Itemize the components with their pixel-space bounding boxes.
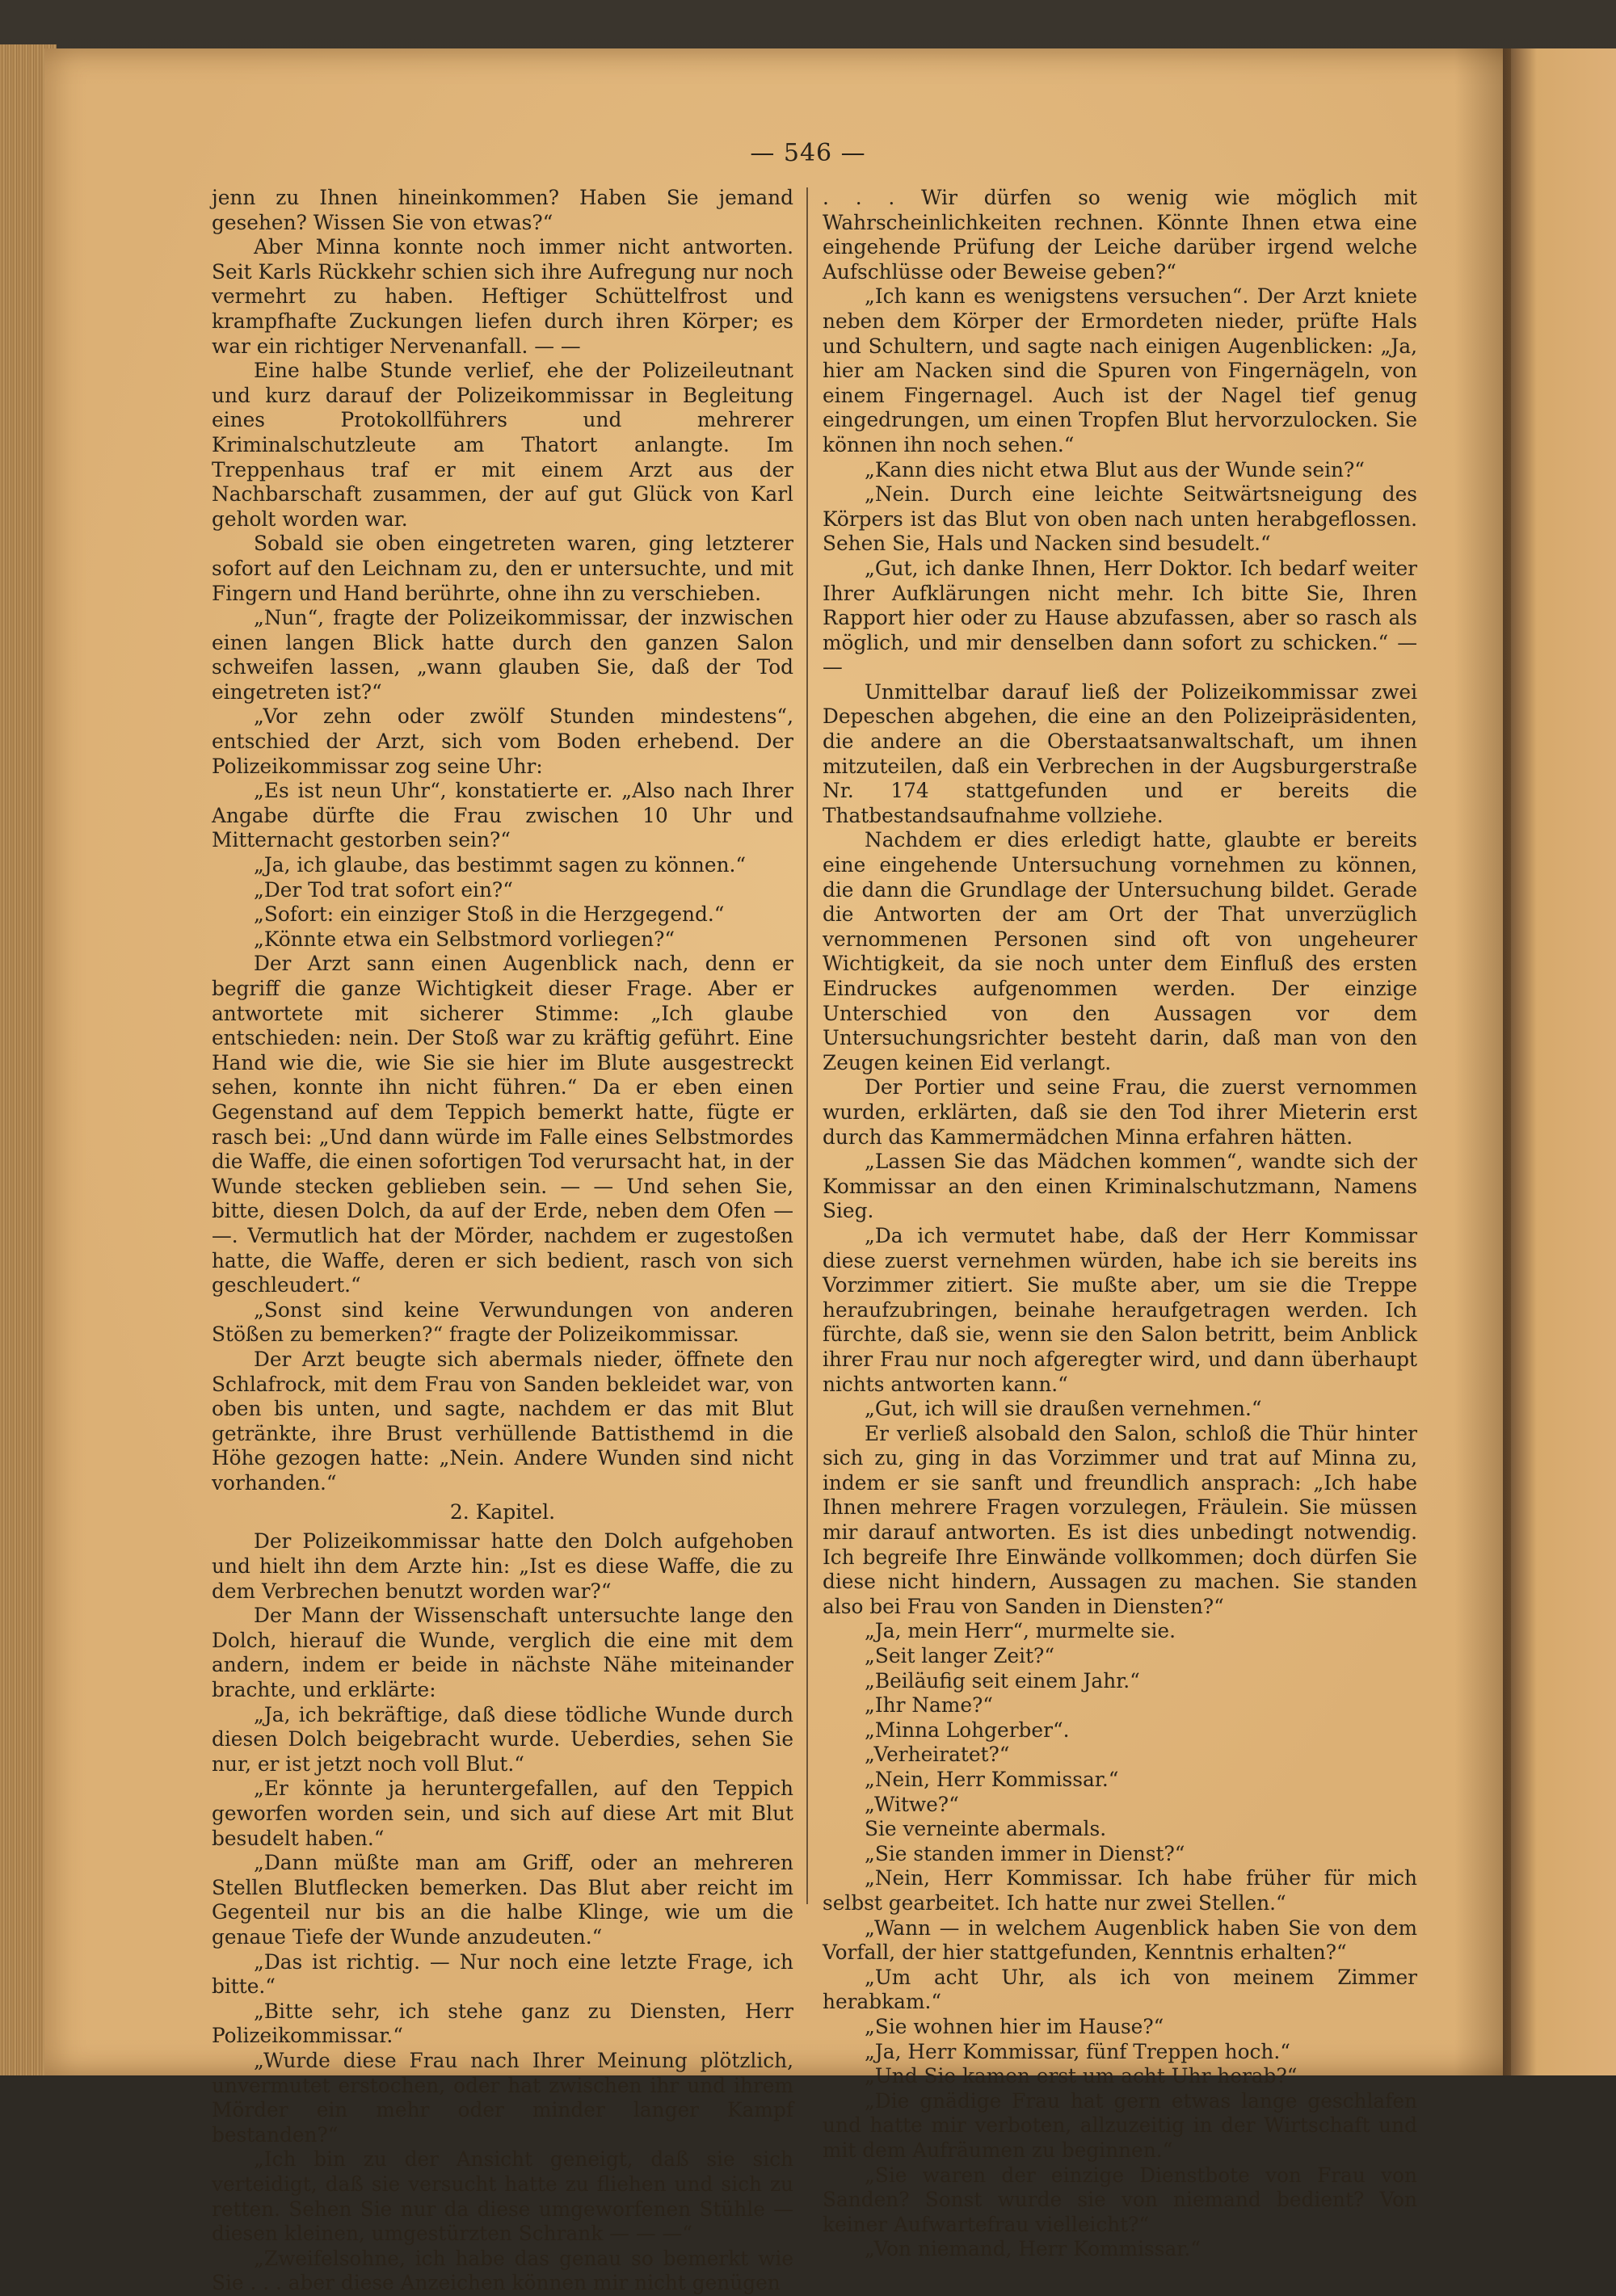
paragraph: Sie verneinte abermals. (865, 1817, 1107, 1841)
paragraph: Der Mann der Wissenschaft untersuchte lange den Dolch, hierauf die Wunde, verglich die eine mit dem andern, indem er beide in nächste Nähe miteinander brachte, und erklärte: (212, 1604, 793, 1702)
chapter-heading: 2. Kapitel. (449, 1500, 556, 1524)
paragraph: „Sie standen immer in Dienst?“ (865, 1841, 1185, 1865)
paragraph: „Witwe?“ (865, 1792, 959, 1816)
paragraph: . . . Wir dürfen so wenig wie möglich mit Wahrscheinlichkeiten rechnen. Könnte Ihnen etwa eine eingehende Prüfung der Leiche darüber irgend welche Aufschlüsse oder Beweise geben?“ (823, 186, 1417, 284)
paragraph: „Es ist neun Uhr“, konstatierte er. „Also nach Ihrer Angabe dürfte die Frau zwischen 10 Uhr und Mitternacht gestorben sein?“ (212, 779, 793, 852)
paragraph: „Und Sie kamen erst um acht Uhr herab?“ (865, 2064, 1298, 2088)
paragraph: „Ja, ich bekräftige, daß diese tödliche Wunde durch diesen Dolch beigebracht wurde. Ueberdies, sehen Sie nur, er ist jetzt noch voll Blut.“ (212, 1702, 793, 1776)
paragraph: „Ja, mein Herr“, murmelte sie. (865, 1619, 1176, 1643)
paragraph: „Könnte etwa ein Selbstmord vorliegen?“ (254, 927, 675, 951)
paragraph: „Der Tod trat sofort ein?“ (254, 877, 513, 902)
paragraph: jenn zu Ihnen hineinkommen? Haben Sie jemand gesehen? Wissen Sie von etwas?“ (212, 186, 793, 234)
page-gutter-shadow (1454, 48, 1511, 2075)
paragraph: „Wurde diese Frau nach Ihrer Meinung plötzlich, unvermutet erstochen, oder hat zwischen ihr und ihrem Mörder ein mehr oder minder langer Kampf bestanden?“ (212, 2048, 793, 2147)
paragraph: Nachdem er dies erledigt hatte, glaubte er bereits eine eingehende Untersuchung vornehmen zu können, die dann die Grundlage der Untersuchung bildet. Gerade die Antworten der am Ort der That unverzüglich vernommenen Personen sind oft von ungeheurer Wichtigkeit, da sie noch unter dem Einfluß des ersten Eindruckes aufgenommen werden. Der einzige Unterschied von den Aussagen vor dem Untersuchungsrichter besteht darin, daß man von den Zeugen keinen Eid verlangt. (823, 828, 1417, 1074)
paragraph: „Zweifelsohne, ich habe das genau so bemerkt wie Sie . . . aber diese Anzeichen können mir nicht genügen (212, 2246, 793, 2295)
paragraph: „Da ich vermutet habe, daß der Herr Kommissar diese zuerst vernehmen würden, habe ich sie bereits ins Vorzimmer zitiert. Sie mußte aber, um sie die Treppe heraufzubringen, beinahe heraufgetragen werden. Ich fürchte, daß sie, wenn sie den Salon betritt, beim Anblick ihrer Frau nur noch afgeregter wird, und dann überhaupt nichts antworten kann.“ (823, 1223, 1417, 1396)
paragraph: „Kann dies nicht etwa Blut aus der Wunde sein?“ (865, 457, 1365, 481)
paragraph: „Er könnte ja heruntergefallen, auf den Teppich geworfen worden sein, und sich auf diese Art mit Blut besudelt haben.“ (212, 1777, 793, 1850)
paragraph: „Ich bin zu der Ansicht geneigt, daß sie sich verteidigt, daß sie versucht hatte zu fliehen und sich zu retten. Sehen Sie nur da diese umgeworfenen Stühle — diesen kleinen, umgestürzten Schrank — — —“ (212, 2147, 793, 2246)
paragraph: „Ja, ich glaube, das bestimmt sagen zu können.“ (254, 853, 747, 877)
paragraph: „Vor zehn oder zwölf Stunden mindestens“, entschied der Arzt, sich vom Boden erhebend. Der Polizeikommissar zog seine Uhr: (212, 704, 793, 778)
paragraph: Der Arzt sann einen Augenblick nach, denn er begriff die ganze Wichtigkeit dieser Frage. Aber er antwortete mit sicherer Stimme: „Ich glaube entschieden: nein. Der Stoß war zu kräftig geführt. Eine Hand wie die, wie Sie sie hier im Blute ausgestreckt sehen, konnte ihn nicht führen.“ Da er eben einen Gegenstand auf dem Teppich bemerkt hatte, fügte er rasch bei: „Und dann würde im Falle eines Selbstmordes die Waffe, die einen sofortigen Tod verursacht hat, in der Wunde stecken geblieben sein. — — Und sehen Sie, bitte, diesen Dolch, da auf der Erde, neben dem Ofen — —. Vermutlich hat der Mörder, nachdem er zugestoßen hatte, die Waffe, deren er sich bedient, rasch von sich geschleudert.“ (212, 952, 793, 1297)
column-divider (806, 187, 808, 1904)
paragraph: „Gut, ich danke Ihnen, Herr Doktor. Ich bedarf weiter Ihrer Aufklärungen nicht mehr. Ich bitte Sie, Ihren Rapport hier oder zu Hause abzufassen, aber so rasch als möglich, und mir denselben dann sofort zu schicken.“ — — (823, 556, 1417, 679)
paragraph: Der Portier und seine Frau, die zuerst vernommen wurden, erklärten, daß sie den Tod ihrer Mieterin erst durch das Kammermädchen Minna erfahren hätten. (823, 1075, 1417, 1149)
paragraph: „Nun“, fragte der Polizeikommissar, der inzwischen einen langen Blick hatte durch den ganzen Salon schweifen lassen, „wann glauben Sie, daß der Tod eingetreten ist?“ (212, 606, 793, 704)
paragraph: „Seit langer Zeit?“ (865, 1644, 1055, 1668)
paragraph: Unmittelbar darauf ließ der Polizeikommissar zwei Depeschen abgehen, die eine an den Polizeipräsidenten, die andere an die Oberstaatsanwaltschaft, um ihnen mitzuteilen, daß ein Verbrechen in der Augsburgerstraße Nr. 174 stattgefunden und er bereits die Thatbestandsaufnahme vollziehe. (823, 679, 1417, 827)
paragraph: Er verließ alsobald den Salon, schloß die Thür hinter sich zu, ging in das Vorzimmer und trat auf Minna zu, indem er sie sanft und freundlich ansprach: „Ich habe Ihnen mehrere Fragen vorzulegen, Fräulein. Sie müssen mir darauf antworten. Es ist dies unbedingt notwendig. Ich begreife Ihre Einwände vollkommen; doch dürfen Sie diese nicht hindern, Aussagen zu machen. Sie standen also bei Frau von Sanden in Diensten?“ (823, 1421, 1417, 1618)
paragraph: „Um acht Uhr, als ich von meinem Zimmer herabkam.“ (823, 1965, 1417, 2014)
paragraph: „Beiläufig seit einem Jahr.“ (865, 1668, 1140, 1693)
paragraph: „Nein, Herr Kommissar.“ (865, 1768, 1119, 1791)
paragraph: „Ja, Herr Kommissar, fünf Treppen hoch.“ (865, 2039, 1290, 2063)
paragraph: „Sie wohnen hier im Hause?“ (865, 2014, 1164, 2038)
paragraph: „Gut, ich will sie draußen vernehmen.“ (865, 1397, 1262, 1421)
paragraph: Der Arzt beugte sich abermals nieder, öffnete den Schlafrock, mit dem Frau von Sanden bekleidet war, von oben bis unten, und sagte, nachdem er das mit Blut getränkte, ihre Brust verhüllende Battisthemd in die Höhe gezogen hatte: „Nein. Andere Wunden sind nicht vorhanden.“ (212, 1347, 793, 1495)
paragraph: „Sofort: ein einziger Stoß in die Herzgegend.“ (254, 902, 725, 927)
paragraph: „Sonst sind keine Verwundungen von anderen Stößen zu bemerken?“ fragte der Polizeikommissar. (212, 1297, 793, 1347)
paragraph: Der Polizeikommissar hatte den Dolch aufgehoben und hielt ihn dem Arzte hin: „Ist es diese Waffe, die zu dem Verbrechen benutzt worden war?“ (212, 1529, 793, 1603)
paragraph: „Nein, Herr Kommissar. Ich habe früher für mich selbst gearbeitet. Ich hatte nur zwei Stellen.“ (823, 1866, 1417, 1915)
paragraph: „Die gnädige Frau hat gern etwas lange geschlafen und hatte mir verboten, allzuzeitig in der Wirtschaft und mit dem Aufräumen zu beginnen.“ (823, 2088, 1417, 2162)
paragraph: Sobald sie oben eingetreten waren, ging letzterer sofort auf den Leichnam zu, den er untersuchte, und mit Fingern und Hand berührte, ohne ihn zu verschieben. (212, 532, 793, 605)
paragraph: „Minna Lohgerber“. (865, 1718, 1070, 1742)
next-page-edge (1503, 48, 1616, 2075)
paragraph: „Ich kann es wenigstens versuchen“. Der Arzt kniete neben dem Körper der Ermordeten nieder, prüfte Hals und Schultern, und sagte nach einigen Augenblicken: „Ja, hier am Nacken sind die Spuren von Fingernägeln, von einem Fingernagel. Auch ist der Nagel tief genug eingedrungen, um einen Tropfen Blut hervorzulocken. Sie können ihn noch sehen.“ (823, 284, 1417, 456)
paragraph: „Wann — in welchem Augenblick haben Sie von dem Vorfall, der hier stattgefunden, Kenntnis erhalten?“ (823, 1915, 1417, 1965)
paragraph: „Nein. Durch eine leichte Seitwärtsneigung des Körpers ist das Blut von oben nach unten herabgeflossen. Sehen Sie, Hals und Nacken sind besudelt.“ (823, 482, 1417, 556)
paragraph: Aber Minna konnte noch immer nicht antworten. Seit Karls Rückkehr schien sich ihre Aufregung nur noch vermehrt zu haben. Heftiger Schüttelfrost und krampfhafte Zuckungen liefen durch ihren Körper; es war ein richtiger Nervenanfall. — — (212, 235, 793, 358)
paragraph: Eine halbe Stunde verlief, ehe der Polizeileutnant und kurz darauf der Polizeikommissar in Begleitung eines Protokollführers und mehrerer Kriminalschutzleute am Thatort anlangte. Im Treppenhaus traf er mit einem Arzt aus der Nachbarschaft zusammen, der auf gut Glück von Karl geholt worden war. (212, 359, 793, 531)
paragraph: „Bitte sehr, ich stehe ganz zu Diensten, Herr Polizeikommissar.“ (212, 1999, 793, 2048)
page-number: — 546 — (750, 139, 866, 167)
paragraph: „Dann müßte man am Griff, oder an mehreren Stellen Blutflecken bemerken. Das Blut aber reicht im Gegenteil nur bis an die halbe Klinge, wie um die genaue Tiefe der Wunde anzudeuten.“ (212, 1851, 793, 1949)
paragraph: „Das ist richtig. — Nur noch eine letzte Frage, ich bitte.“ (212, 1949, 793, 1999)
paragraph: „Ihr Name?“ (865, 1693, 993, 1718)
paragraph: „Sie waren der einzige Dienstbote von Frau von Sanden? Sonst wurde sie von niemand bedient? Von keiner Aufwartefrau vielleicht?“ (823, 2163, 1417, 2236)
paragraph: „Verheiratet?“ (865, 1743, 1010, 1767)
paragraph: „Lassen Sie das Mädchen kommen“, wandte sich der Kommissar an den einen Kriminalschutzmann, Namens Sieg. (823, 1150, 1417, 1223)
left-column (212, 186, 793, 2296)
right-column (823, 186, 1417, 2262)
paragraph: „Von niemand, Herr Kommissar.“ (865, 2237, 1201, 2261)
